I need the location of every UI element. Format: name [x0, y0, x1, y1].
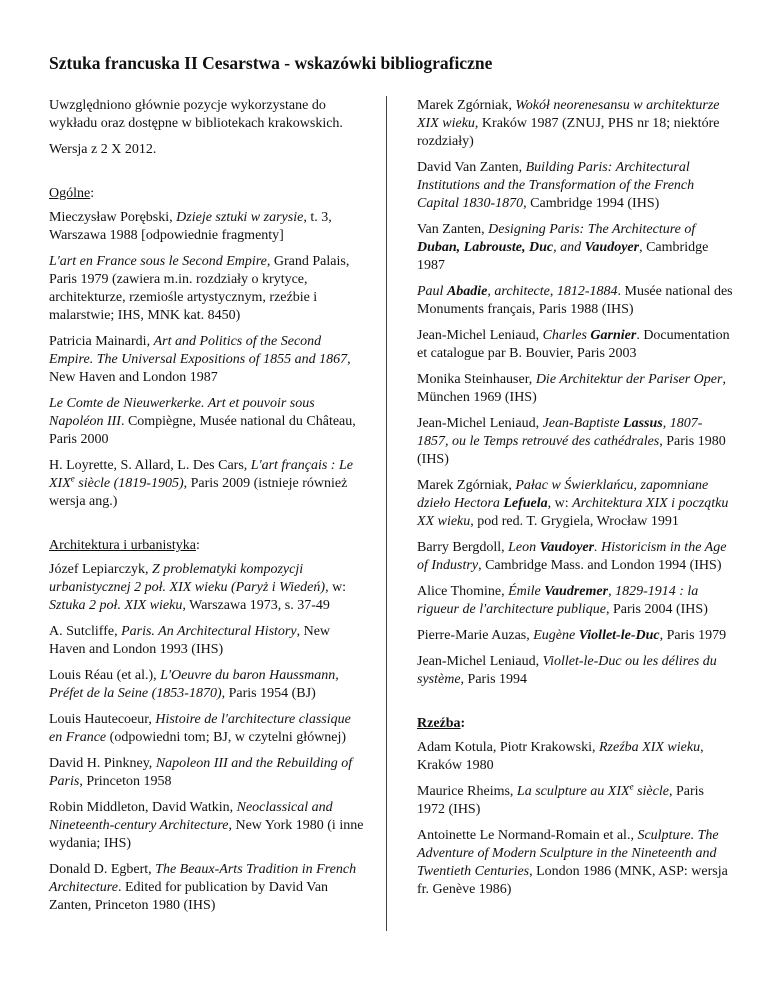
bib-entry: L'art en France sous le Second Empire, Grand Palais, Paris 1979 (zawiera m.in. rozdziały o krytyce, architekturze, rzemiośle artystycznym, rzeźbie i malarstwie; IHS, MNK kat. 8450): [49, 254, 350, 323]
intro-note: Uwzględniono głównie pozycje wykorzystane do wykładu oraz dostępne w bibliotekach krakowskich.: [49, 98, 343, 131]
bib-entry: Alice Thomine, Émile Vaudremer, 1829-1914 : la rigueur de l'architecture publique, Paris 2004 (IHS): [417, 584, 708, 617]
bib-entry: Barry Bergdoll, Leon Vaudoyer. Historicism in the Age of Industry, Cambridge Mass. and London 1994 (IHS): [417, 540, 727, 573]
bib-entry: Van Zanten, Designing Paris: The Architecture of Duban, Labrouste, Duc, and Vaudoyer, Cambridge 1987: [417, 222, 709, 273]
bib-entry: H. Loyrette, S. Allard, L. Des Cars, L'art français : Le XIXe siècle (1819-1905), Paris 2009 (istnieje również wersja ang.): [49, 458, 353, 509]
bib-entry: David H. Pinkney, Napoleon III and the Rebuilding of Paris, Princeton 1958: [49, 756, 353, 789]
bib-entry: Maurice Rheims, La sculpture au XIXe siècle, Paris 1972 (IHS): [417, 781, 704, 817]
bib-entry: Antoinette Le Normand-Romain et al., Sculpture. The Adventure of Modern Sculpture in the Nineteenth and Twentieth Centuries, London 1986 (MNK, ASP: wersja fr. Genève 1986): [417, 828, 728, 897]
left-column: [49, 97, 367, 923]
bib-entry: Adam Kotula, Piotr Krakowski, Rzeźba XIX wieku, Kraków 1980: [417, 740, 704, 773]
heading-colon: :: [460, 716, 466, 731]
bib-entry: Marek Zgórniak, Pałac w Świerklańcu, zapomniane dzieło Hectora Lefuela, w: Architektura XIX i początku XX wieku, pod red. T. Grygiela, Wrocław 1991: [417, 478, 729, 529]
bib-entry: Paul Abadie, architecte, 1812-1884. Musée national des Monuments français, Paris 1988 (IHS): [417, 284, 733, 317]
right-column: [417, 97, 733, 907]
heading-colon: :: [90, 186, 95, 201]
bib-entry: Pierre-Marie Auzas, Eugène Viollet-le-Duc, Paris 1979: [417, 628, 727, 643]
bib-entry: Mieczysław Porębski, Dzieje sztuki w zarysie, t. 3, Warszawa 1988 [odpowiednie fragmenty]: [49, 210, 332, 243]
bib-entry: Jean-Michel Leniaud, Jean-Baptiste Lassus, 1807-1857, ou le Temps retrouvé des cathédrales, Paris 1980 (IHS): [417, 416, 726, 467]
bib-entry: Józef Lepiarczyk, Z problematyki kompozycji urbanistycznej 2 poł. XIX wieku (Paryż i Wiedeń), w: Sztuka 2 poł. XIX wieku, Warszawa 1973, s. 37-49: [49, 562, 347, 613]
page-title: Sztuka francuska II Cesarstwa - wskazówki bibliograficzne: [49, 53, 493, 73]
section-heading-sculpture: Rzeźba:: [417, 716, 466, 731]
bib-entry: Patricia Mainardi, Art and Politics of the Second Empire. The Universal Expositions of 1855 and 1867, New Haven and London 1987: [49, 334, 351, 385]
bib-entry: Monika Steinhauser, Die Architektur der Pariser Oper, München 1969 (IHS): [417, 372, 726, 405]
section-heading-general: Ogólne:: [49, 186, 95, 201]
bib-entry: Marek Zgórniak, Wokół neorenesansu w architekturze XIX wieku, Kraków 1987 (ZNUJ, PHS nr 18; niektóre rozdziały): [417, 98, 720, 149]
bib-entry: Louis Réau (et al.), L'Oeuvre du baron Haussmann, Préfet de la Seine (1853-1870), Paris 1954 (BJ): [49, 668, 339, 701]
bib-entry: David Van Zanten, Building Paris: Architectural Institutions and the Transformation of the French Capital 1830-1870, Cambridge 1994 (IHS): [417, 160, 695, 211]
bib-entry: Jean-Michel Leniaud, Charles Garnier. Documentation et catalogue par B. Bouvier, Paris 2003: [417, 328, 730, 361]
column-divider: [386, 96, 387, 931]
bib-entry: Louis Hautecoeur, Histoire de l'architecture classique en France (odpowiedni tom; BJ, w czytelni głównej): [49, 712, 351, 745]
bib-entry: Donald D. Egbert, The Beaux-Arts Tradition in French Architecture. Edited for publication by David Van Zanten, Princeton 1980 (IHS): [49, 862, 357, 913]
bib-entry: Le Comte de Nieuwerkerke. Art et pouvoir sous Napoléon III. Compiègne, Musée national du Château, Paris 2000: [49, 396, 356, 447]
bib-entry: Robin Middleton, David Watkin, Neoclassical and Nineteenth-century Architecture, New York 1980 (i inne wydania; IHS): [49, 800, 364, 851]
heading-colon: :: [195, 538, 200, 553]
section-heading-architecture: Architektura i urbanistyka:: [49, 538, 200, 553]
bib-entry: A. Sutcliffe, Paris. An Architectural History, New Haven and London 1993 (IHS): [49, 624, 331, 657]
version-note: Wersja z 2 X 2012.: [49, 142, 157, 157]
bib-entry: Jean-Michel Leniaud, Viollet-le-Duc ou les délires du système, Paris 1994: [417, 654, 717, 687]
